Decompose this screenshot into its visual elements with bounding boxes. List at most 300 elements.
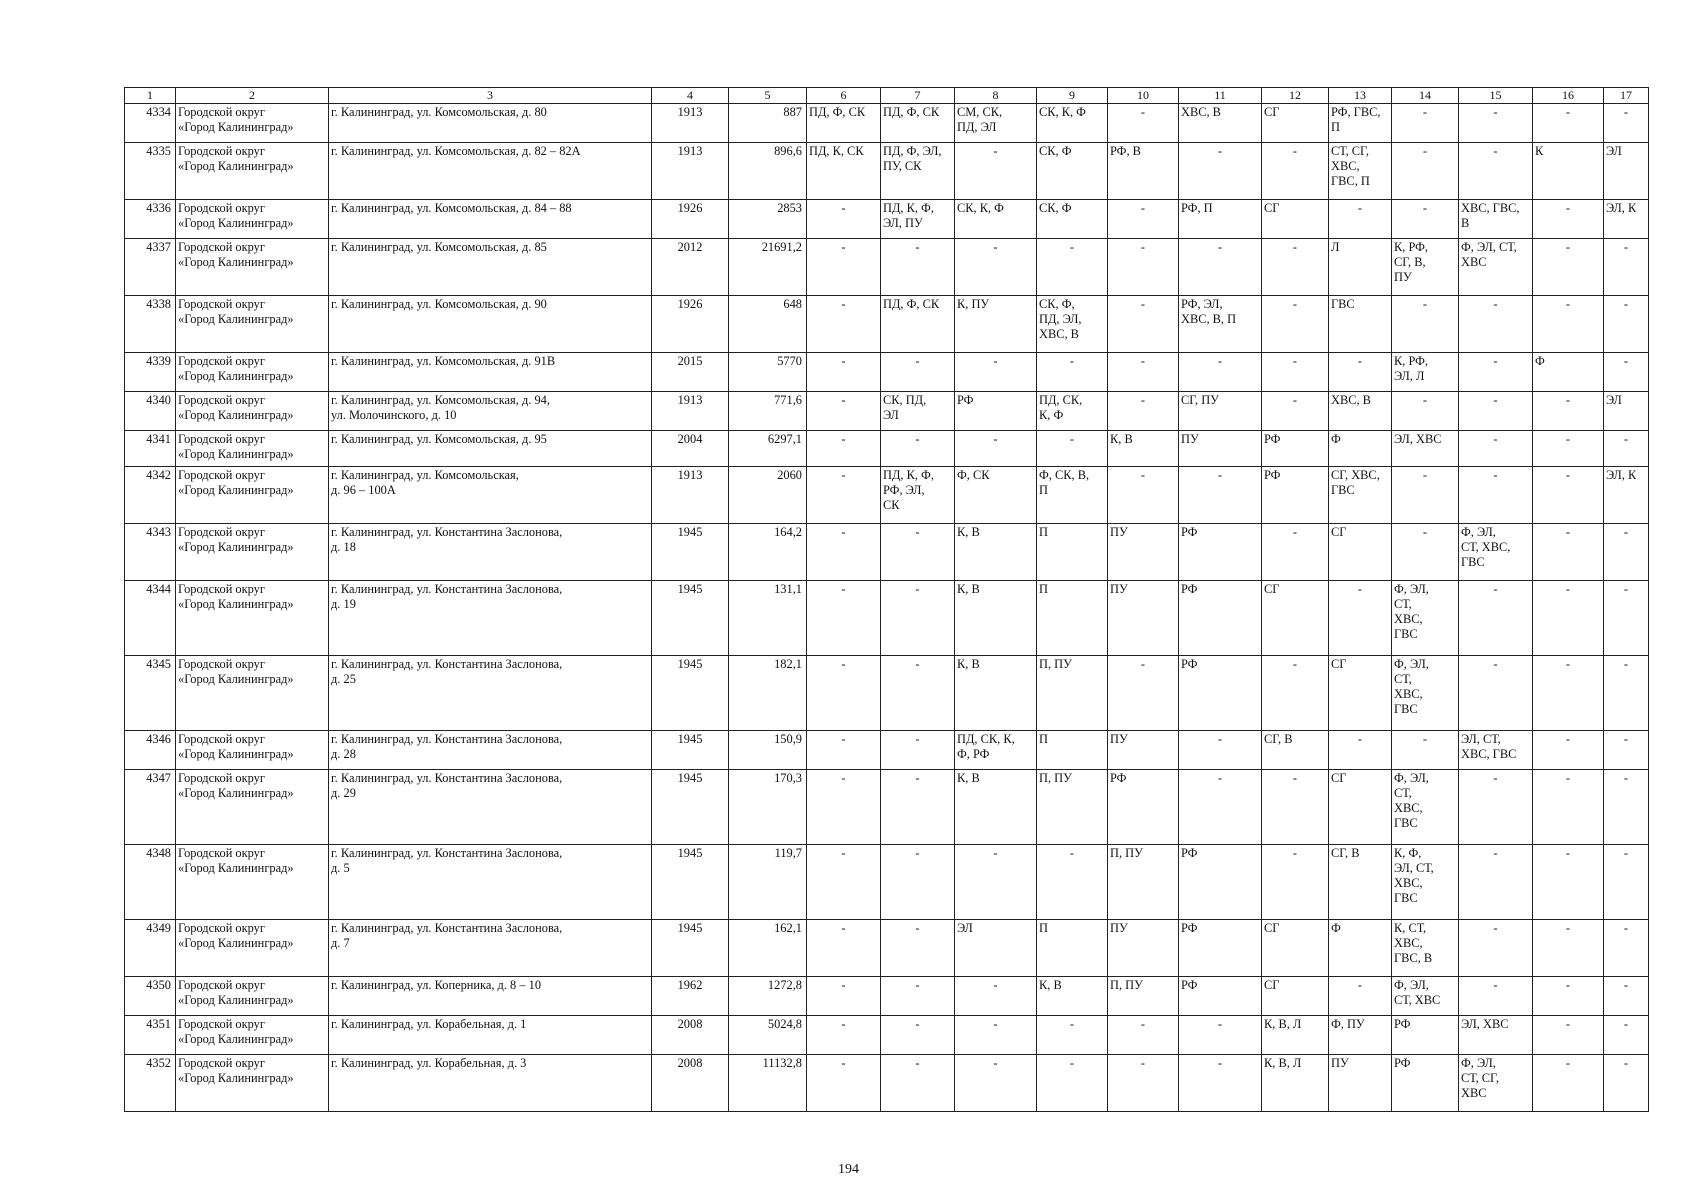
table-cell: Городской округ «Город Калининград» (176, 655, 329, 730)
table-cell: - (1108, 1054, 1179, 1111)
header-cell: 17 (1604, 88, 1649, 104)
table-cell: - (881, 976, 955, 1015)
table-cell: 2015 (652, 352, 729, 391)
table-cell: Городской округ «Город Калининград» (176, 580, 329, 655)
table-cell: СТ, СГ, ХВС, ГВС, П (1329, 142, 1392, 199)
table-cell: - (881, 655, 955, 730)
table-cell: - (807, 523, 881, 580)
table-cell: СК, Ф (1037, 142, 1108, 199)
table-cell: - (1604, 295, 1649, 352)
table-cell: - (1604, 103, 1649, 142)
table-cell: СГ, В (1329, 844, 1392, 919)
table-cell: Ф (1329, 430, 1392, 466)
header-cell: 11 (1179, 88, 1262, 104)
table-cell: Ф, ПУ (1329, 1015, 1392, 1054)
table-cell: - (955, 844, 1037, 919)
table-cell: СК, К, Ф (1037, 103, 1108, 142)
table-cell: г. Калининград, ул. Комсомольская, д. 90 (329, 295, 652, 352)
table-cell: П, ПУ (1037, 769, 1108, 844)
table-cell: Ф (1329, 919, 1392, 976)
table-cell: - (1329, 580, 1392, 655)
table-cell: г. Калининград, ул. Константина Заслонова, д. 28 (329, 730, 652, 769)
table-cell: 5770 (729, 352, 807, 391)
table-cell: - (807, 352, 881, 391)
table-cell: г. Калининград, ул. Константина Заслонова, д. 18 (329, 523, 652, 580)
table-cell: г. Калининград, ул. Комсомольская, д. 85 (329, 238, 652, 295)
table-cell: РФ (1262, 430, 1329, 466)
table-cell: 2008 (652, 1054, 729, 1111)
table-cell: 5024,8 (729, 1015, 807, 1054)
table-cell: - (1262, 391, 1329, 430)
table-cell: 1945 (652, 580, 729, 655)
table-cell: 4334 (125, 103, 176, 142)
table-cell: 1962 (652, 976, 729, 1015)
table-cell: Городской округ «Город Калининград» (176, 769, 329, 844)
table-cell: 4339 (125, 352, 176, 391)
table-cell: СГ, ХВС, ГВС (1329, 466, 1392, 523)
table-cell: г. Калининград, ул. Константина Заслонова, д. 25 (329, 655, 652, 730)
table-cell: - (1459, 655, 1533, 730)
table-cell: ПУ (1329, 1054, 1392, 1111)
table-cell: - (1179, 1015, 1262, 1054)
table-cell: 4341 (125, 430, 176, 466)
table-cell: 648 (729, 295, 807, 352)
table-cell: 1945 (652, 655, 729, 730)
table-cell: - (1533, 1054, 1604, 1111)
table-cell: 1945 (652, 844, 729, 919)
table-row (125, 295, 1649, 352)
table-cell: ПУ (1108, 730, 1179, 769)
table-cell: Ф, ЭЛ, СТ, ХВС, ГВС (1392, 769, 1459, 844)
table-cell: Городской округ «Город Калининград» (176, 391, 329, 430)
table-cell: Ф, ЭЛ, СТ, ХВС (1392, 976, 1459, 1015)
table-row (125, 523, 1649, 580)
table-cell: СК, Ф, ПД, ЭЛ, ХВС, В (1037, 295, 1108, 352)
table-cell: 1945 (652, 730, 729, 769)
table-cell: - (1604, 769, 1649, 844)
table-cell: - (1037, 844, 1108, 919)
table-cell: П (1037, 523, 1108, 580)
table-cell: СГ (1262, 199, 1329, 238)
table-cell: - (881, 1015, 955, 1054)
table-cell: - (1459, 295, 1533, 352)
table-cell: - (881, 730, 955, 769)
table-cell: 2853 (729, 199, 807, 238)
table-cell: г. Калининград, ул. Комсомольская, д. 96 – 100А (329, 466, 652, 523)
header-cell: 1 (125, 88, 176, 104)
table-header-row (125, 88, 1649, 104)
table-cell: РФ (1108, 769, 1179, 844)
table-cell: - (1329, 199, 1392, 238)
table-row (125, 844, 1649, 919)
table-cell: 2060 (729, 466, 807, 523)
table-cell: РФ, ЭЛ, ХВС, В, П (1179, 295, 1262, 352)
table-cell: - (1533, 919, 1604, 976)
table-cell: ЭЛ (1604, 142, 1649, 199)
table-cell: - (1108, 391, 1179, 430)
table-cell: СК, Ф (1037, 199, 1108, 238)
header-cell: 12 (1262, 88, 1329, 104)
table-cell: - (881, 580, 955, 655)
table-cell: ПД, К, Ф, ЭЛ, ПУ (881, 199, 955, 238)
table-cell: - (1392, 730, 1459, 769)
table-cell: 1926 (652, 199, 729, 238)
table-cell: 131,1 (729, 580, 807, 655)
table-cell: - (807, 1015, 881, 1054)
table-cell: 162,1 (729, 919, 807, 976)
table-cell: 4344 (125, 580, 176, 655)
table-cell: г. Калининград, ул. Константина Заслонова, д. 19 (329, 580, 652, 655)
table-cell: Городской округ «Город Калининград» (176, 1054, 329, 1111)
table-cell: РФ (1262, 466, 1329, 523)
table-cell: Городской округ «Город Калининград» (176, 466, 329, 523)
header-cell: 9 (1037, 88, 1108, 104)
table-cell: - (1459, 769, 1533, 844)
table-cell: - (1533, 430, 1604, 466)
table-cell: 4338 (125, 295, 176, 352)
table-cell: ГВС (1329, 295, 1392, 352)
table-cell: 1945 (652, 769, 729, 844)
table-cell: - (1179, 1054, 1262, 1111)
table-cell: - (1108, 466, 1179, 523)
table-row (125, 730, 1649, 769)
table-cell: 2008 (652, 1015, 729, 1054)
table-cell: 4348 (125, 844, 176, 919)
table-cell: РФ (1179, 523, 1262, 580)
table-cell: СГ (1329, 523, 1392, 580)
table-cell: СК, ПД, ЭЛ (881, 391, 955, 430)
table-cell: СГ (1329, 655, 1392, 730)
table-cell: - (1604, 730, 1649, 769)
table-cell: РФ (1179, 844, 1262, 919)
table-row (125, 769, 1649, 844)
table-cell: 4343 (125, 523, 176, 580)
table-cell: Городской округ «Город Калининград» (176, 352, 329, 391)
table-cell: К, В (955, 580, 1037, 655)
table-cell: Ф, ЭЛ, СТ, СГ, ХВС (1459, 1054, 1533, 1111)
table-cell: - (1262, 142, 1329, 199)
table-cell: - (1262, 844, 1329, 919)
table-cell: - (1037, 430, 1108, 466)
table-cell: - (807, 391, 881, 430)
table-cell: СГ (1262, 103, 1329, 142)
table-cell: - (807, 295, 881, 352)
table-cell: 1913 (652, 391, 729, 430)
table-cell: - (1262, 352, 1329, 391)
header-cell: 13 (1329, 88, 1392, 104)
table-cell: РФ (1392, 1015, 1459, 1054)
table-cell: - (1604, 655, 1649, 730)
table-cell: - (807, 466, 881, 523)
table-cell: СК, К, Ф (955, 199, 1037, 238)
table-cell: Городской округ «Город Калининград» (176, 919, 329, 976)
table-cell: - (1179, 238, 1262, 295)
table-cell: - (1604, 976, 1649, 1015)
table-cell: ЭЛ, К (1604, 199, 1649, 238)
table-cell: П, ПУ (1108, 844, 1179, 919)
table-cell: - (1533, 1015, 1604, 1054)
table-cell: - (1533, 655, 1604, 730)
table-cell: - (1037, 1054, 1108, 1111)
table-cell: - (1037, 1015, 1108, 1054)
header-cell: 6 (807, 88, 881, 104)
table-cell: СМ, СК, ПД, ЭЛ (955, 103, 1037, 142)
table-cell: РФ (955, 391, 1037, 430)
table-cell: ЭЛ, ХВС (1459, 1015, 1533, 1054)
table-row (125, 430, 1649, 466)
page-number: 194 (838, 1162, 859, 1177)
table-cell: - (1179, 769, 1262, 844)
table-cell: СГ (1329, 769, 1392, 844)
table-cell: 4336 (125, 199, 176, 238)
table-cell: - (881, 1054, 955, 1111)
table-cell: - (1179, 730, 1262, 769)
table-cell: - (1108, 238, 1179, 295)
table-row (125, 142, 1649, 199)
table-cell: П, ПУ (1108, 976, 1179, 1015)
table-cell: - (1459, 976, 1533, 1015)
table-row (125, 580, 1649, 655)
table-cell: РФ (1179, 919, 1262, 976)
table-cell: - (807, 976, 881, 1015)
table-cell: ПД, СК, К, Ф, РФ (955, 730, 1037, 769)
registry-table (124, 87, 1649, 1112)
table-cell: ЭЛ (955, 919, 1037, 976)
table-cell: - (1459, 844, 1533, 919)
table-cell: - (1037, 238, 1108, 295)
table-cell: - (955, 1015, 1037, 1054)
header-cell: 2 (176, 88, 329, 104)
table-cell: - (1108, 1015, 1179, 1054)
table-cell: - (1459, 919, 1533, 976)
table-cell: - (881, 430, 955, 466)
table-cell: - (1604, 580, 1649, 655)
table-cell: К, В, Л (1262, 1015, 1329, 1054)
table-cell: - (1179, 352, 1262, 391)
table-cell: СГ, ПУ (1179, 391, 1262, 430)
table-cell: - (1533, 769, 1604, 844)
table-cell: 4350 (125, 976, 176, 1015)
table-cell: 170,3 (729, 769, 807, 844)
table-cell: - (1533, 199, 1604, 238)
table-cell: - (955, 1054, 1037, 1111)
table-row (125, 1054, 1649, 1111)
table-cell: 1926 (652, 295, 729, 352)
table-cell: - (1533, 295, 1604, 352)
table-cell: Ф, ЭЛ, СТ, ХВС, ГВС (1392, 580, 1459, 655)
table-cell: - (1108, 199, 1179, 238)
table-cell: К, СТ, ХВС, ГВС, В (1392, 919, 1459, 976)
table-cell: - (1533, 238, 1604, 295)
table-cell: ПУ (1179, 430, 1262, 466)
table-cell: - (807, 430, 881, 466)
table-cell: П (1037, 919, 1108, 976)
header-cell: 16 (1533, 88, 1604, 104)
header-cell: 5 (729, 88, 807, 104)
table-cell: - (1392, 199, 1459, 238)
table-cell: 119,7 (729, 844, 807, 919)
table-cell: РФ (1179, 580, 1262, 655)
table-cell: - (1533, 580, 1604, 655)
table-cell: - (1329, 730, 1392, 769)
table-cell: - (1179, 142, 1262, 199)
table-cell: - (1604, 352, 1649, 391)
table-cell: 4346 (125, 730, 176, 769)
table-cell: Городской округ «Город Калининград» (176, 238, 329, 295)
table-row (125, 655, 1649, 730)
table-cell: Городской округ «Город Калининград» (176, 103, 329, 142)
table-row (125, 391, 1649, 430)
table-cell: РФ (1392, 1054, 1459, 1111)
table-cell: К, В (1037, 976, 1108, 1015)
table-cell: - (1392, 523, 1459, 580)
table-cell: - (1459, 142, 1533, 199)
table-cell: - (1108, 655, 1179, 730)
table-cell: Ф, ЭЛ, СТ, ХВС, ГВС (1459, 523, 1533, 580)
table-row (125, 352, 1649, 391)
table-row (125, 199, 1649, 238)
table-cell: 4349 (125, 919, 176, 976)
header-cell: 15 (1459, 88, 1533, 104)
header-cell: 10 (1108, 88, 1179, 104)
table-cell: - (807, 655, 881, 730)
table-row (125, 919, 1649, 976)
table-cell: К, В, Л (1262, 1054, 1329, 1111)
table-cell: Городской округ «Город Калининград» (176, 430, 329, 466)
table-cell: 1913 (652, 466, 729, 523)
table-cell: - (1108, 103, 1179, 142)
header-cell: 7 (881, 88, 955, 104)
table-cell: 4351 (125, 1015, 176, 1054)
table-cell: - (1262, 655, 1329, 730)
table-cell: ПД, Ф, СК (881, 103, 955, 142)
table-cell: Городской округ «Город Калининград» (176, 730, 329, 769)
table-cell: г. Калининград, ул. Комсомольская, д. 84 – 88 (329, 199, 652, 238)
table-cell: - (1459, 103, 1533, 142)
table-cell: - (1459, 352, 1533, 391)
table-cell: г. Калининград, ул. Константина Заслонова, д. 5 (329, 844, 652, 919)
table-cell: Городской округ «Город Калининград» (176, 295, 329, 352)
table-cell: К, В (955, 655, 1037, 730)
table-cell: 896,6 (729, 142, 807, 199)
table-cell: - (1392, 103, 1459, 142)
table-cell: - (881, 238, 955, 295)
table-cell: К (1533, 142, 1604, 199)
table-cell: РФ (1179, 976, 1262, 1015)
table-cell: - (955, 238, 1037, 295)
table-cell: РФ, ГВС, П (1329, 103, 1392, 142)
table-cell: СГ (1262, 580, 1329, 655)
table-cell: - (807, 769, 881, 844)
table-cell: РФ, П (1179, 199, 1262, 238)
table-cell: К, В (1108, 430, 1179, 466)
table-cell: г. Калининград, ул. Константина Заслонова, д. 29 (329, 769, 652, 844)
header-cell: 4 (652, 88, 729, 104)
table-cell: 2012 (652, 238, 729, 295)
table-cell: 4345 (125, 655, 176, 730)
table-cell: 1913 (652, 103, 729, 142)
table-cell: 4352 (125, 1054, 176, 1111)
table-cell: - (1329, 352, 1392, 391)
table-cell: - (955, 142, 1037, 199)
table-cell: Ф (1533, 352, 1604, 391)
table-cell: г. Калининград, ул. Комсомольская, д. 94, ул. Молочинского, д. 10 (329, 391, 652, 430)
table-cell: ХВС, ГВС, В (1459, 199, 1533, 238)
table-cell: ХВС, В (1179, 103, 1262, 142)
table-cell: 887 (729, 103, 807, 142)
table-cell: ПД, Ф, ЭЛ, ПУ, СК (881, 142, 955, 199)
table-cell: 4335 (125, 142, 176, 199)
table-cell: - (955, 976, 1037, 1015)
table-cell: К, В (955, 523, 1037, 580)
table-cell: - (1459, 466, 1533, 523)
table-cell: г. Калининград, ул. Комсомольская, д. 91В (329, 352, 652, 391)
table-cell: Городской округ «Город Калининград» (176, 142, 329, 199)
table-cell: 1945 (652, 523, 729, 580)
table-cell: - (1533, 523, 1604, 580)
table-cell: 771,6 (729, 391, 807, 430)
table-cell: - (955, 352, 1037, 391)
table-cell: - (1108, 352, 1179, 391)
table-cell: К, В (955, 769, 1037, 844)
table-cell: - (1108, 295, 1179, 352)
table-cell: - (1459, 430, 1533, 466)
table-cell: - (1459, 580, 1533, 655)
table-cell: 4337 (125, 238, 176, 295)
table-cell: СГ (1262, 919, 1329, 976)
table-cell: ПУ (1108, 523, 1179, 580)
table-cell: Городской округ «Город Калининград» (176, 976, 329, 1015)
table-cell: - (1604, 919, 1649, 976)
table-cell: ПД, СК, К, Ф (1037, 391, 1108, 430)
header-cell: 14 (1392, 88, 1459, 104)
table-cell: - (1533, 976, 1604, 1015)
table-cell: - (1037, 352, 1108, 391)
table-cell: К, Ф, ЭЛ, СТ, ХВС, ГВС (1392, 844, 1459, 919)
table-cell: ЭЛ, ХВС (1392, 430, 1459, 466)
table-cell: г. Калининград, ул. Константина Заслонова, д. 7 (329, 919, 652, 976)
table-cell: - (807, 919, 881, 976)
table-cell: 21691,2 (729, 238, 807, 295)
header-cell: 3 (329, 88, 652, 104)
table-cell: 182,1 (729, 655, 807, 730)
table-cell: - (807, 580, 881, 655)
table-cell: - (1533, 730, 1604, 769)
header-cell: 8 (955, 88, 1037, 104)
table-cell: 2004 (652, 430, 729, 466)
table-cell: Городской округ «Город Калининград» (176, 844, 329, 919)
table-cell: К, ПУ (955, 295, 1037, 352)
table-cell: ХВС, В (1329, 391, 1392, 430)
table-cell: - (1262, 295, 1329, 352)
table-cell: - (1179, 466, 1262, 523)
table-cell: - (881, 844, 955, 919)
table-cell: г. Калининград, ул. Комсомольская, д. 82 – 82А (329, 142, 652, 199)
table-cell: 1272,8 (729, 976, 807, 1015)
table-cell: - (807, 238, 881, 295)
table-cell: 4340 (125, 391, 176, 430)
table-cell: - (807, 730, 881, 769)
table-cell: 4342 (125, 466, 176, 523)
table-cell: - (807, 199, 881, 238)
table-cell: Городской округ «Город Калининград» (176, 1015, 329, 1054)
table-cell: - (881, 769, 955, 844)
table-row (125, 466, 1649, 523)
table-cell: 164,2 (729, 523, 807, 580)
table-cell: - (1533, 103, 1604, 142)
table-row (125, 1015, 1649, 1054)
table-cell: - (881, 919, 955, 976)
